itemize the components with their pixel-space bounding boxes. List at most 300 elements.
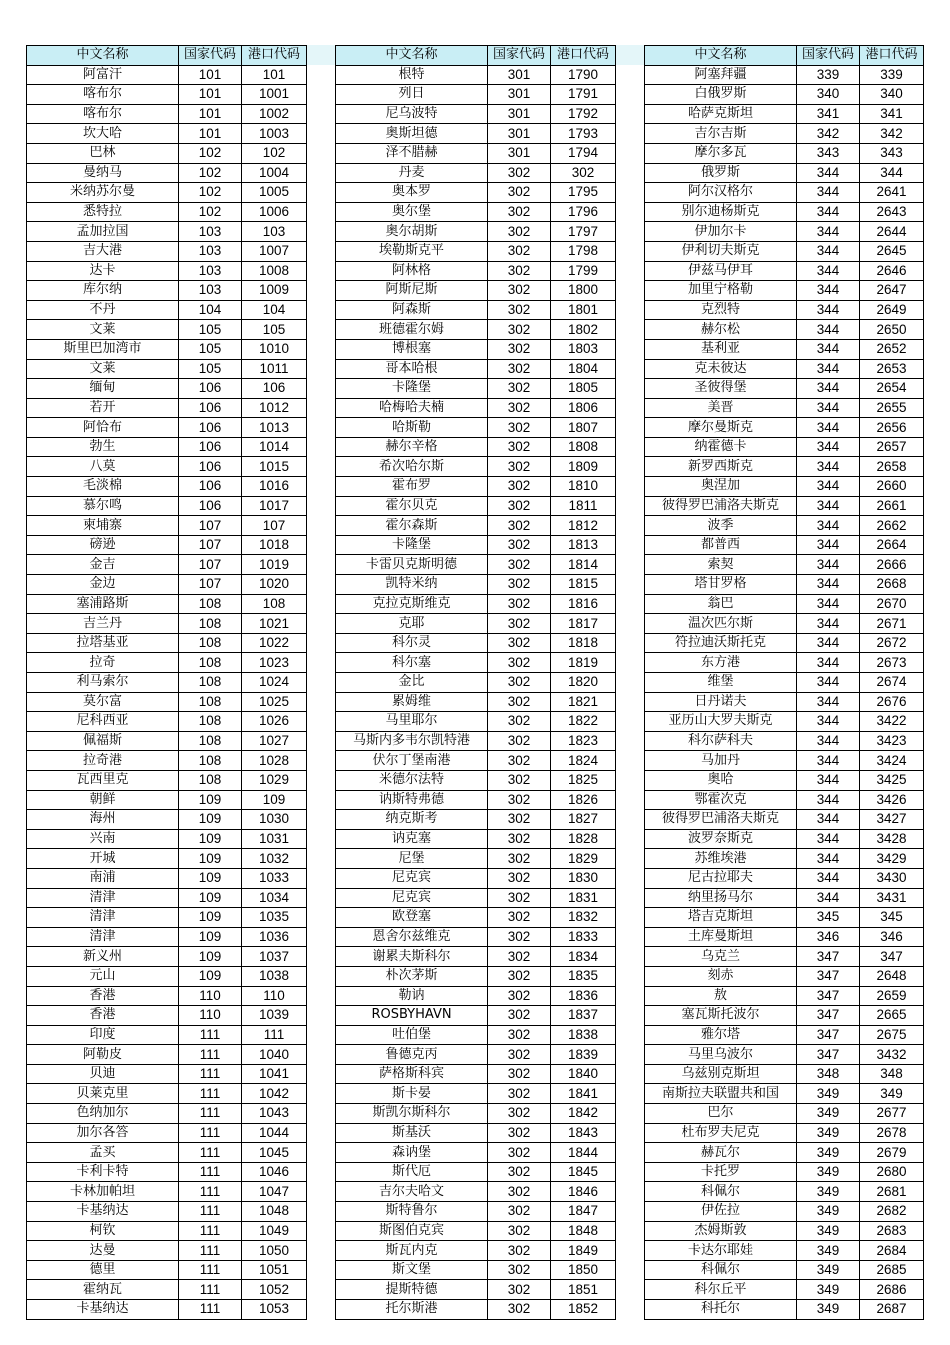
port-name-cell: 加里宁格勒 [645, 281, 797, 301]
port-name-cell: 埃勒斯克平 [336, 241, 488, 261]
table-row [336, 457, 616, 477]
table-row [645, 1104, 924, 1124]
table-row [336, 339, 616, 359]
port-code-cell: 1803 [551, 339, 616, 359]
country-code-cell: 302 [488, 1025, 551, 1045]
table-row [27, 535, 307, 555]
port-code-cell: 1845 [551, 1162, 616, 1182]
port-name-cell: 香港 [27, 986, 179, 1006]
table-row [27, 477, 307, 497]
port-code-cell: 1793 [551, 124, 616, 144]
port-name-cell: 文莱 [27, 359, 179, 379]
table-row [645, 614, 924, 634]
table-row [645, 888, 924, 908]
table-row [645, 418, 924, 438]
country-code-cell: 349 [797, 1300, 860, 1320]
country-code-cell: 111 [179, 1104, 242, 1124]
country-code-cell: 106 [179, 477, 242, 497]
port-code-cell: 1043 [242, 1104, 307, 1124]
port-name-cell: 累姆维 [336, 692, 488, 712]
port-name-cell: 阿尔汉格尔 [645, 183, 797, 203]
port-name-cell: 尼克宾 [336, 868, 488, 888]
port-name-cell: 磅逊 [27, 535, 179, 555]
country-code-cell: 344 [797, 320, 860, 340]
country-code-cell: 302 [488, 1182, 551, 1202]
table-row [336, 673, 616, 693]
port-code-cell: 1831 [551, 888, 616, 908]
port-name-cell: 奥涅加 [645, 477, 797, 497]
country-code-cell: 302 [488, 1104, 551, 1124]
table-row [27, 124, 307, 144]
port-code-cell: 2649 [860, 300, 924, 320]
country-code-cell: 302 [488, 496, 551, 516]
country-code-cell: 344 [797, 575, 860, 595]
country-code-cell: 344 [797, 770, 860, 790]
country-code-cell: 344 [797, 477, 860, 497]
header-name: 中文名称 [645, 46, 797, 66]
country-code-cell: 344 [797, 202, 860, 222]
table-row [27, 398, 307, 418]
port-code-cell: 1010 [242, 339, 307, 359]
table-row [645, 1025, 924, 1045]
country-code-cell: 111 [179, 1182, 242, 1202]
table-row [27, 202, 307, 222]
country-code-cell: 105 [179, 339, 242, 359]
port-code-cell: 2677 [860, 1104, 924, 1124]
country-code-cell: 101 [179, 124, 242, 144]
port-code-cell: 102 [242, 143, 307, 163]
port-name-cell: 斯卡晏 [336, 1084, 488, 1104]
table-row [336, 1300, 616, 1320]
port-code-cell: 1832 [551, 908, 616, 928]
port-code-cell: 1846 [551, 1182, 616, 1202]
port-name-cell: 克耶 [336, 614, 488, 634]
table-row [645, 261, 924, 281]
country-code-cell: 110 [179, 1006, 242, 1026]
country-code-cell: 111 [179, 1300, 242, 1320]
table-row [645, 222, 924, 242]
table-row [27, 143, 307, 163]
country-code-cell: 344 [797, 437, 860, 457]
country-code-cell: 344 [797, 712, 860, 732]
table-row [645, 927, 924, 947]
table-row [336, 653, 616, 673]
port-code-cell: 1826 [551, 790, 616, 810]
country-code-cell: 108 [179, 594, 242, 614]
port-name-cell: 纳里扬马尔 [645, 888, 797, 908]
port-code-cell: 1045 [242, 1143, 307, 1163]
country-code-cell: 109 [179, 868, 242, 888]
port-code-cell: 104 [242, 300, 307, 320]
port-name-cell: 摩尔多瓦 [645, 143, 797, 163]
port-name-cell: 雅尔塔 [645, 1025, 797, 1045]
country-code-cell: 109 [179, 908, 242, 928]
port-name-cell: 哥本哈根 [336, 359, 488, 379]
port-name-cell: 阿勒皮 [27, 1045, 179, 1065]
port-name-cell: 斯文堡 [336, 1260, 488, 1280]
port-code-cell: 1828 [551, 829, 616, 849]
country-code-cell: 344 [797, 673, 860, 693]
table-row [27, 575, 307, 595]
port-code-cell: 302 [551, 163, 616, 183]
port-name-cell: 文莱 [27, 320, 179, 340]
port-code-cell: 2682 [860, 1202, 924, 1222]
country-code-cell: 347 [797, 986, 860, 1006]
table-row [27, 633, 307, 653]
port-code-cell: 1005 [242, 183, 307, 203]
port-code-cell: 2684 [860, 1241, 924, 1261]
port-code-cell: 341 [860, 104, 924, 124]
country-code-cell: 111 [179, 1045, 242, 1065]
country-code-cell: 302 [488, 398, 551, 418]
country-code-cell: 111 [179, 1143, 242, 1163]
country-code-cell: 111 [179, 1064, 242, 1084]
port-name-cell: 摩尔曼斯克 [645, 418, 797, 438]
table-row [27, 516, 307, 536]
port-name-cell: 柯钦 [27, 1221, 179, 1241]
port-code-cell: 107 [242, 516, 307, 536]
port-name-cell: 纳霍德卡 [645, 437, 797, 457]
port-code-cell: 342 [860, 124, 924, 144]
table-row [336, 535, 616, 555]
port-name-cell: 基利亚 [645, 339, 797, 359]
port-code-cell: 2686 [860, 1280, 924, 1300]
table-row [336, 1045, 616, 1065]
port-name-cell: 尼堡 [336, 849, 488, 869]
country-code-cell: 344 [797, 496, 860, 516]
port-code-cell: 2645 [860, 241, 924, 261]
port-code-cell: 2658 [860, 457, 924, 477]
port-name-cell: 八莫 [27, 457, 179, 477]
port-code-cell: 1808 [551, 437, 616, 457]
port-code-cell: 1018 [242, 535, 307, 555]
port-code-cell: 2687 [860, 1300, 924, 1320]
country-code-cell: 302 [488, 300, 551, 320]
port-code-cell: 1848 [551, 1221, 616, 1241]
port-code-cell: 1820 [551, 673, 616, 693]
port-name-cell: 元山 [27, 966, 179, 986]
table-row [27, 379, 307, 399]
table-row [27, 810, 307, 830]
header-row [645, 46, 924, 66]
table-row [645, 1123, 924, 1143]
country-code-cell: 302 [488, 966, 551, 986]
table-row [645, 947, 924, 967]
port-code-cell: 1002 [242, 104, 307, 124]
table-row [27, 1280, 307, 1300]
port-code-cell: 1032 [242, 849, 307, 869]
port-name-cell: 俄罗斯 [645, 163, 797, 183]
table-row [645, 457, 924, 477]
port-code-cell: 2673 [860, 653, 924, 673]
country-code-cell: 101 [179, 104, 242, 124]
port-code-cell: 110 [242, 986, 307, 1006]
port-code-cell: 1053 [242, 1300, 307, 1320]
country-code-cell: 107 [179, 555, 242, 575]
table-row [27, 104, 307, 124]
table-row [336, 1123, 616, 1143]
table-row [336, 692, 616, 712]
table-row [336, 1260, 616, 1280]
country-code-cell: 302 [488, 927, 551, 947]
country-code-cell: 302 [488, 555, 551, 575]
table-row [645, 986, 924, 1006]
port-name-cell: ROSBYHAVN [336, 1006, 488, 1026]
country-code-cell: 107 [179, 516, 242, 536]
table-row [27, 1300, 307, 1320]
port-name-cell: 尼科西亚 [27, 712, 179, 732]
table-row [27, 1221, 307, 1241]
country-code-cell: 342 [797, 124, 860, 144]
port-code-cell: 1009 [242, 281, 307, 301]
port-name-cell: 奥尔胡斯 [336, 222, 488, 242]
table-row [27, 1025, 307, 1045]
country-code-cell: 344 [797, 418, 860, 438]
port-code-cell: 2659 [860, 986, 924, 1006]
country-code-cell: 302 [488, 516, 551, 536]
header-row [27, 46, 307, 66]
header-spacer-2 [614, 45, 644, 65]
country-code-cell: 344 [797, 888, 860, 908]
port-name-cell: 科尔灵 [336, 633, 488, 653]
table-row [27, 673, 307, 693]
table-row [336, 633, 616, 653]
port-name-cell: 阿林格 [336, 261, 488, 281]
port-code-cell: 1013 [242, 418, 307, 438]
port-name-cell: 德里 [27, 1260, 179, 1280]
table-row [27, 241, 307, 261]
port-name-cell: 科佩尔 [645, 1260, 797, 1280]
table-row [27, 1162, 307, 1182]
table-row [27, 868, 307, 888]
port-name-cell: 苏维埃港 [645, 849, 797, 869]
country-code-cell: 349 [797, 1143, 860, 1163]
table-row [645, 751, 924, 771]
country-code-cell: 344 [797, 731, 860, 751]
country-code-cell: 103 [179, 281, 242, 301]
port-code-cell: 1035 [242, 908, 307, 928]
port-name-cell: 萨格斯科宾 [336, 1064, 488, 1084]
port-name-cell: 米纳苏尔曼 [27, 183, 179, 203]
table-row [336, 1006, 616, 1026]
table-row [27, 927, 307, 947]
port-code-cell: 1029 [242, 770, 307, 790]
table-row [27, 222, 307, 242]
port-code-cell: 3424 [860, 751, 924, 771]
port-name-cell: 卡基纳达 [27, 1300, 179, 1320]
port-code-cell: 2680 [860, 1162, 924, 1182]
port-name-cell: 马里耶尔 [336, 712, 488, 732]
country-code-cell: 105 [179, 320, 242, 340]
port-name-cell: 别尔迪杨斯克 [645, 202, 797, 222]
port-name-cell: 索契 [645, 555, 797, 575]
table-row [336, 575, 616, 595]
port-code-cell: 1816 [551, 594, 616, 614]
port-code-cell: 1829 [551, 849, 616, 869]
port-code-cell: 1791 [551, 85, 616, 105]
table-row [27, 85, 307, 105]
port-name-cell: 伊兹马伊耳 [645, 261, 797, 281]
port-name-cell: 东方港 [645, 653, 797, 673]
table-row [645, 143, 924, 163]
country-code-cell: 302 [488, 731, 551, 751]
port-name-cell: 科佩尔 [645, 1182, 797, 1202]
table-row [645, 1162, 924, 1182]
country-code-cell: 344 [797, 183, 860, 203]
table-row [336, 947, 616, 967]
country-code-cell: 111 [179, 1123, 242, 1143]
port-code-cell: 2678 [860, 1123, 924, 1143]
port-name-cell: 鄂霍次克 [645, 790, 797, 810]
country-code-cell: 302 [488, 183, 551, 203]
port-name-cell: 马斯内多韦尔凯特港 [336, 731, 488, 751]
table-row [336, 1143, 616, 1163]
port-code-cell: 1812 [551, 516, 616, 536]
port-code-cell: 1822 [551, 712, 616, 732]
port-name-cell: 克未彼达 [645, 359, 797, 379]
country-code-cell: 349 [797, 1202, 860, 1222]
country-code-cell: 302 [488, 1006, 551, 1026]
country-code-cell: 104 [179, 300, 242, 320]
port-code-cell: 2671 [860, 614, 924, 634]
country-code-cell: 349 [797, 1162, 860, 1182]
port-code-cell: 1023 [242, 653, 307, 673]
port-code-cell: 1815 [551, 575, 616, 595]
port-code-cell: 1015 [242, 457, 307, 477]
port-name-cell: 霍尔森斯 [336, 516, 488, 536]
port-code-cell: 1813 [551, 535, 616, 555]
port-code-cell: 2670 [860, 594, 924, 614]
port-name-cell: 吉尔吉斯 [645, 124, 797, 144]
table-row [336, 163, 616, 183]
port-code-cell: 3423 [860, 731, 924, 751]
port-name-cell: 卡托罗 [645, 1162, 797, 1182]
port-name-cell: 欧登塞 [336, 908, 488, 928]
country-code-cell: 349 [797, 1241, 860, 1261]
port-code-cell: 2652 [860, 339, 924, 359]
table-row [336, 1280, 616, 1300]
country-code-cell: 344 [797, 457, 860, 477]
port-code-cell: 343 [860, 143, 924, 163]
table-row [336, 222, 616, 242]
port-code-cell: 1040 [242, 1045, 307, 1065]
table-row [27, 1202, 307, 1222]
country-code-cell: 107 [179, 575, 242, 595]
table-row [336, 1084, 616, 1104]
country-code-cell: 302 [488, 241, 551, 261]
port-code-cell: 2664 [860, 535, 924, 555]
country-code-cell: 347 [797, 1006, 860, 1026]
port-code-cell: 2657 [860, 437, 924, 457]
port-code-cell: 2666 [860, 555, 924, 575]
port-name-cell: 喀布尔 [27, 85, 179, 105]
port-name-cell: 杰姆斯敦 [645, 1221, 797, 1241]
country-code-cell: 109 [179, 790, 242, 810]
table-row [645, 1300, 924, 1320]
country-code-cell: 344 [797, 516, 860, 536]
port-code-cell: 1034 [242, 888, 307, 908]
port-name-cell: 吉兰丹 [27, 614, 179, 634]
country-code-cell: 345 [797, 908, 860, 928]
country-code-cell: 339 [797, 65, 860, 85]
country-code-cell: 302 [488, 908, 551, 928]
table-row [645, 673, 924, 693]
port-code-cell: 2674 [860, 673, 924, 693]
table-row [27, 359, 307, 379]
table-row [27, 653, 307, 673]
port-name-cell: 塞瓦斯托波尔 [645, 1006, 797, 1026]
country-code-cell: 103 [179, 261, 242, 281]
port-name-cell: 南斯拉夫联盟共和国 [645, 1084, 797, 1104]
country-code-cell: 346 [797, 927, 860, 947]
country-code-cell: 344 [797, 300, 860, 320]
port-name-cell: 卡隆堡 [336, 535, 488, 555]
table-row [645, 241, 924, 261]
table-row [27, 1241, 307, 1261]
country-code-cell: 105 [179, 359, 242, 379]
port-name-cell: 奥本罗 [336, 183, 488, 203]
country-code-cell: 302 [488, 1162, 551, 1182]
port-name-cell: 金比 [336, 673, 488, 693]
port-name-cell: 赫瓦尔 [645, 1143, 797, 1163]
port-code-cell: 106 [242, 379, 307, 399]
country-code-cell: 344 [797, 849, 860, 869]
table-row [645, 437, 924, 457]
country-code-cell: 343 [797, 143, 860, 163]
table-row [645, 477, 924, 497]
port-name-cell: 佩福斯 [27, 731, 179, 751]
port-code-cell: 344 [860, 163, 924, 183]
port-code-cell: 348 [860, 1064, 924, 1084]
header-country-code: 国家代码 [797, 46, 860, 66]
port-name-cell: 孟买 [27, 1143, 179, 1163]
country-code-cell: 106 [179, 418, 242, 438]
table-row [336, 320, 616, 340]
country-code-cell: 302 [488, 1045, 551, 1065]
port-code-cell: 2650 [860, 320, 924, 340]
table-row [645, 281, 924, 301]
table-row [336, 614, 616, 634]
port-name-cell: 敖 [645, 986, 797, 1006]
country-code-cell: 302 [488, 202, 551, 222]
port-name-cell: 吐伯堡 [336, 1025, 488, 1045]
table-row [645, 1182, 924, 1202]
port-code-cell: 111 [242, 1025, 307, 1045]
country-code-cell: 302 [488, 1084, 551, 1104]
port-name-cell: 伊佐拉 [645, 1202, 797, 1222]
port-name-cell: 哈萨克斯坦 [645, 104, 797, 124]
port-code-cell: 1844 [551, 1143, 616, 1163]
port-code-cell: 1823 [551, 731, 616, 751]
table-row [27, 849, 307, 869]
country-code-cell: 302 [488, 535, 551, 555]
table-row [645, 104, 924, 124]
table-row [336, 477, 616, 497]
country-code-cell: 101 [179, 85, 242, 105]
port-name-cell: 莫尔富 [27, 692, 179, 712]
table-row [645, 908, 924, 928]
table-row [645, 1084, 924, 1104]
country-code-cell: 349 [797, 1182, 860, 1202]
table-row [27, 908, 307, 928]
port-name-cell: 温次匹尔斯 [645, 614, 797, 634]
country-code-cell: 103 [179, 222, 242, 242]
table-row [645, 516, 924, 536]
port-code-cell: 345 [860, 908, 924, 928]
table-row [336, 143, 616, 163]
port-code-cell: 3427 [860, 810, 924, 830]
table-row [27, 261, 307, 281]
